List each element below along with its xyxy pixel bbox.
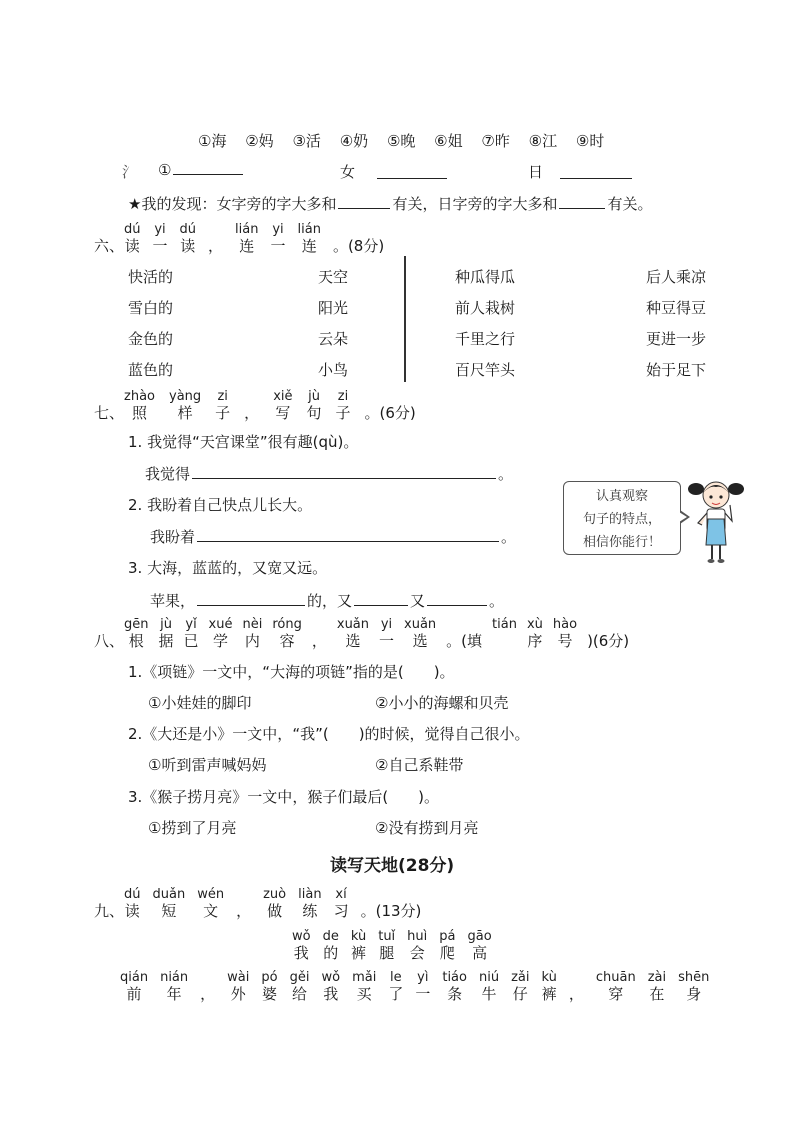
pinyin-char [209,617,233,650]
pinyin: xuǎn [336,617,370,632]
section-9-heading: 九、 dú 读 duǎn 短 wén 文 ， zuò 做 liàn 练 xí 习 。(13分) [94,887,422,920]
s8-question-2: 2.《大还是小》一文中，“我”( )的时候，觉得自己很小。 [128,725,530,743]
hanzi: 给 [292,985,308,1003]
pinyin-char [337,617,369,650]
hanzi: 一 [415,985,431,1003]
hanzi: 子 [335,404,351,422]
pinyin: liàn [298,887,322,902]
pinyin [462,617,466,632]
pinyin: qián [120,970,149,985]
pinyin-char [541,970,556,1003]
hanzi: 文 [203,902,219,920]
passage-line [120,970,721,1003]
hanzi: 穿 [608,985,624,1003]
pinyin: de [322,929,339,944]
pinyin-char [261,970,277,1003]
pinyin-char [312,617,327,650]
match-right-target[interactable]: 后人乘凉 [646,268,707,286]
pinyin: wài [227,970,250,985]
pinyin: pó [261,970,278,985]
pinyin: zài [647,970,667,985]
pinyin: pá [439,929,456,944]
pinyin-char [235,222,258,255]
s8-q1-option-1[interactable]: ①小娃娃的脚印 [148,694,252,712]
pinyin: róng [272,617,302,632]
hint-line: 相信你能行！ [582,535,661,550]
hanzi: 内 [244,632,260,650]
pinyin: lián [235,222,259,237]
pinyin: hào [552,617,578,632]
pinyin-char [336,389,351,422]
hanzi: ， [311,632,327,650]
radical-female-answer[interactable] [377,177,447,179]
pinyin: mǎi [352,970,377,985]
pinyin-char [124,222,141,255]
pinyin-char [290,970,310,1003]
pinyin: nèi [242,617,263,632]
divider-line [404,256,406,382]
pinyin: kù [350,929,367,944]
pinyin: dú [124,222,141,237]
pinyin [213,222,217,237]
pinyin: niú [478,970,500,985]
hanzi: 选 [345,632,361,650]
pinyin-char [569,970,584,1003]
hanzi: 了 [388,985,404,1003]
hanzi: 高 [472,944,488,962]
pinyin-char [307,389,322,422]
s8-q2-option-2[interactable]: ②自己系鞋带 [375,756,464,774]
passage-title [292,929,504,962]
hanzi: 腿 [379,944,395,962]
pinyin: yi [380,617,393,632]
hanzi: 做 [267,902,283,920]
match-right-item[interactable]: 千里之行 [455,330,516,348]
match-right-target[interactable]: 种豆得豆 [646,299,707,317]
s8-question-1: 1.《项链》一文中，“大海的项链”指的是( )。 [128,663,455,681]
hanzi: 我 [323,985,339,1003]
char-item: ⑧江 [528,132,558,150]
hanzi: 一 [379,632,395,650]
hanzi: 连 [239,237,255,255]
hanzi: 读 [180,237,196,255]
pinyin-char [467,929,491,962]
pinyin-char [160,970,188,1003]
pinyin-char [527,617,543,650]
hanzi: 。(填 [446,632,483,650]
pinyin-char [351,929,366,962]
hanzi: 年 [166,985,182,1003]
pinyin [242,887,246,902]
radical-sun: 日 [528,163,544,181]
radical-female: 女 [340,163,356,181]
hanzi: 的 [323,944,339,962]
pinyin-char [227,970,249,1003]
match-right-item[interactable]: 前人栽树 [455,299,516,317]
hanzi: 裤 [541,985,557,1003]
pinyin: chuān [595,970,636,985]
pinyin: duǎn [152,887,186,902]
pinyin [206,970,210,985]
s7-question-1: 1. 我觉得“天宫课堂”很有趣(qù)。 [128,433,359,451]
pinyin-char [352,970,376,1003]
match-right-item[interactable]: 百尺竿头 [455,361,516,379]
pinyin-char [439,929,455,962]
hint-line: 句子的特点， [582,512,661,527]
s7-answer-2[interactable]: 我盼着 。 [150,528,517,546]
char-item: ①海 [198,132,227,150]
pinyin-char [388,970,403,1003]
pinyin-char [169,389,201,422]
match-left-target[interactable]: 小鸟 [318,361,349,379]
pinyin: huì [407,929,428,944]
pinyin-char [200,970,215,1003]
match-left-item[interactable]: 快活的 [128,268,174,286]
hint-line: 认真观察 [595,489,648,504]
match-right-target[interactable]: 始于足下 [646,361,707,379]
pinyin-char [298,887,321,920]
hanzi: 选 [412,632,428,650]
pinyin-char [124,617,149,650]
pinyin-char [197,887,224,920]
hanzi: 读 [124,237,140,255]
pinyin-char [180,222,197,255]
char-list [198,130,604,151]
pinyin: zuò [263,887,287,902]
char-item: ③活 [292,132,321,150]
pinyin [317,617,321,632]
hanzi: 容 [279,632,295,650]
match-left-item[interactable]: 蓝色的 [128,361,174,379]
s8-q2-option-1[interactable]: ①听到雷声喊妈妈 [148,756,267,774]
hanzi: 牛 [481,985,497,1003]
hanzi: 前 [126,985,142,1003]
pinyin: tuǐ [378,929,396,944]
pinyin-char [442,970,467,1003]
pinyin-char [596,970,636,1003]
pinyin-char [511,970,529,1003]
hanzi: 习 [333,902,349,920]
hanzi: 婆 [261,985,277,1003]
pinyin: xiě [273,389,293,404]
pinyin: gěi [289,970,310,985]
hanzi: 短 [161,902,177,920]
hanzi: 裤 [351,944,367,962]
pinyin: xuǎn [404,617,437,632]
hanzi: 买 [356,985,372,1003]
pinyin: xí [335,887,347,902]
pinyin: lián [297,222,321,237]
s7-question-3: 3. 大海，蓝蓝的，又宽又远。 [128,559,328,577]
hanzi: 句 [306,404,322,422]
hanzi: 据 [158,632,174,650]
char-item: ⑤晚 [386,132,416,150]
pinyin-char [236,887,251,920]
pinyin-char [415,970,430,1003]
pinyin: jù [160,617,172,632]
pinyin-char [298,222,321,255]
pinyin: nián [160,970,189,985]
hanzi: 爬 [439,944,455,962]
hanzi: 外 [230,985,246,1003]
match-left-target[interactable]: 云朵 [318,330,349,348]
match-left-target[interactable]: 天空 [318,268,349,286]
match-left-item[interactable]: 雪白的 [128,299,174,317]
discovery-line: ★我的发现：女字旁的字大多和 有关，日字旁的字大多和 有关。 [128,195,653,213]
pinyin-char [492,617,517,650]
char-item: ⑨时 [575,132,605,150]
pinyin: tián [492,617,517,632]
pinyin-char [404,617,436,650]
pinyin: zǎi [511,970,530,985]
pinyin-char [334,887,349,920]
s8-q3-option-1[interactable]: ①捞到了月亮 [148,819,237,837]
pinyin-char [244,389,259,422]
hint-bubble [563,481,681,555]
hanzi: 号 [557,632,573,650]
match-right-item[interactable]: 种瓜得瓜 [455,268,516,286]
s7-answer-3[interactable]: 苹果， 的，又 又 。 [150,592,505,610]
char-item: ⑦昨 [481,132,510,150]
match-right-target[interactable]: 更进一步 [646,330,707,348]
hanzi: 学 [213,632,229,650]
pinyin-char [124,389,155,422]
pinyin-char [270,222,285,255]
pinyin: yǐ [185,617,197,632]
pinyin-char [553,617,577,650]
pinyin: yi [272,222,284,237]
hanzi: 写 [275,404,291,422]
hanzi: 练 [302,902,318,920]
s7-question-2: 2. 我盼着自己快点儿长大。 [128,496,313,514]
hanzi: ， [200,985,216,1003]
hanzi: ， [244,404,260,422]
hanzi: 子 [215,404,231,422]
radical-water: 氵 [122,163,138,181]
part-title: 读写天地(28分) [330,856,455,876]
char-item: ④奶 [339,132,369,150]
pinyin: xù [526,617,543,632]
pinyin: zhào [124,389,155,404]
pinyin-char [479,970,499,1003]
pinyin-char [120,970,148,1003]
pinyin [250,389,254,404]
pinyin: zi [217,389,228,404]
hanzi: 身 [686,985,702,1003]
pinyin-char [323,929,339,962]
pinyin: yì [417,970,429,985]
hanzi: ， [236,902,252,920]
char-item: ②妈 [245,132,274,150]
pinyin: yàng [169,389,202,404]
pinyin: tiáo [442,970,467,985]
pinyin: wǒ [321,970,341,985]
hanzi: 仔 [512,985,528,1003]
pinyin: dú [179,222,197,237]
s8-q1-option-2[interactable]: ②小小的海螺和贝壳 [375,694,509,712]
hanzi: 连 [301,237,317,255]
pinyin-char [272,617,302,650]
hanzi: ， [568,985,584,1003]
hanzi: 会 [409,944,425,962]
pinyin-char [184,617,199,650]
pinyin-char [124,887,141,920]
pinyin-char [379,617,394,650]
pinyin-char [678,970,709,1003]
pinyin-char [215,389,230,422]
section-8-heading: 八、 gēn 根 jù 据 yǐ 已 xué 学 nèi 内 róng 容 ， xuǎn 选 yi 一 xuǎn 选 。(填 tián xù 序 hào 号 )(6分) [94,617,630,650]
s7-answer-1[interactable]: 我觉得 。 [145,465,514,483]
hanzi: 一 [270,237,286,255]
pinyin: wǒ [292,929,311,944]
pinyin [574,970,578,985]
hanzi: 条 [447,985,463,1003]
hanzi: 已 [183,632,199,650]
discovery-blank-1[interactable] [338,207,390,209]
pinyin-char [407,929,427,962]
s8-q3-option-2[interactable]: ②没有捞到月亮 [375,819,479,837]
hanzi: 在 [649,985,665,1003]
hanzi: ， [208,237,224,255]
pinyin-char [446,617,482,650]
pinyin: dú [124,887,141,902]
char-item: ⑥姐 [434,132,463,150]
hanzi [502,632,507,650]
match-left-item[interactable]: 金色的 [128,330,174,348]
hanzi: 读 [124,902,140,920]
pinyin-char [153,222,168,255]
pinyin: gāo [467,929,492,944]
pinyin: kù [541,970,557,985]
pinyin: gēn [124,617,149,632]
section-6-heading: 六、 dú 读 yi 一 dú 读 ， lián 连 yi 一 lián 连 。(8分) [94,222,385,255]
pinyin-char [648,970,666,1003]
pinyin-char [159,617,174,650]
s8-question-3: 3.《猴子捞月亮》一文中，猴子们最后( )。 [128,788,440,806]
pinyin-char [321,970,340,1003]
pinyin-char [273,389,292,422]
girl-illustration [686,475,746,565]
section-7-heading: 七、 zhào 照 yàng 样 zi 子 ， xiě 写 jù 句 zi 子 。(6分) [94,389,416,422]
match-left-target[interactable]: 阳光 [318,299,349,317]
pinyin-char [378,929,395,962]
pinyin: le [390,970,402,985]
pinyin-char [263,887,286,920]
radical-sun-answer[interactable] [560,177,632,179]
discovery-blank-2[interactable] [559,207,605,209]
pinyin: zi [337,389,349,404]
pinyin: yi [154,222,166,237]
hanzi: 根 [128,632,144,650]
pinyin-char [208,222,223,255]
pinyin: shēn [678,970,710,985]
radical-water-answer[interactable]: ① [158,161,245,179]
pinyin: xué [208,617,233,632]
hanzi: 一 [152,237,168,255]
hanzi: 我 [293,944,309,962]
hanzi: 样 [177,404,193,422]
pinyin: jù [308,389,320,404]
pinyin: wén [197,887,225,902]
pinyin-char [242,617,262,650]
hanzi: 照 [132,404,148,422]
hanzi: 序 [527,632,543,650]
pinyin-char [292,929,311,962]
pinyin-char [153,887,186,920]
